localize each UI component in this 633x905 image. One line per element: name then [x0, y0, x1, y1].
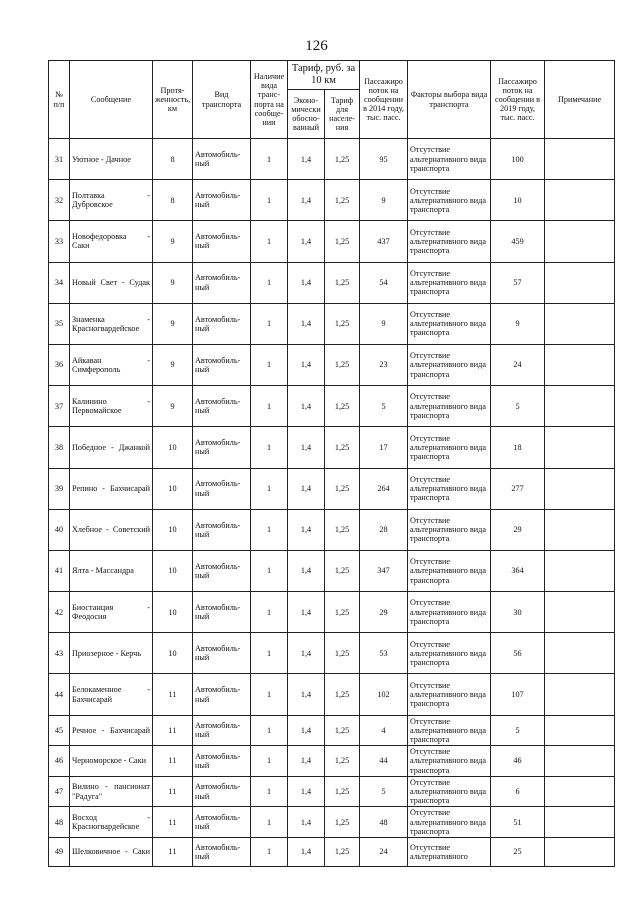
transport-type: Автомобиль-ный	[193, 139, 251, 180]
passengers-2014: 44	[360, 746, 408, 777]
route-length: 11	[153, 746, 193, 777]
passengers-2014: 9	[360, 303, 408, 344]
availability: 1	[251, 509, 288, 550]
passengers-2019: 25	[491, 837, 545, 866]
table-row	[49, 674, 615, 715]
route-length: 10	[153, 633, 193, 674]
tariff-economic: 1,4	[288, 386, 325, 427]
passengers-2014: 28	[360, 509, 408, 550]
tariff-economic: 1,4	[288, 674, 325, 715]
note	[545, 807, 615, 838]
header-transport-type: Вид транспорта	[193, 61, 251, 139]
tariff-economic: 1,4	[288, 262, 325, 303]
route-name: Репино - Бахчисарай	[70, 468, 153, 509]
header-note: Примечание	[545, 61, 615, 139]
route-name: Шелковичное - Саки	[70, 837, 153, 866]
route-name: Приозерное - Керчь	[70, 633, 153, 674]
header-tariff-economic: Эконо-мически обосно-ванный	[288, 90, 325, 139]
passengers-2019: 107	[491, 674, 545, 715]
availability: 1	[251, 776, 288, 807]
header-pax-2014: Пассажиро поток на сообщении в 2014 году, тыс. пасс.	[360, 61, 408, 139]
passengers-2014: 17	[360, 427, 408, 468]
row-number: 44	[49, 674, 70, 715]
tariff-population: 1,25	[325, 468, 360, 509]
route-length: 8	[153, 180, 193, 221]
selection-factor: Отсутствие альтернативного вида транспорта	[408, 674, 491, 715]
row-number: 32	[49, 180, 70, 221]
transport-type: Автомобиль-ный	[193, 509, 251, 550]
passengers-2014: 9	[360, 180, 408, 221]
tariff-population: 1,25	[325, 592, 360, 633]
selection-factor: Отсутствие альтернативного вида транспорта	[408, 776, 491, 807]
table-row	[49, 837, 615, 866]
route-length: 9	[153, 303, 193, 344]
passengers-2014: 24	[360, 837, 408, 866]
tariff-economic: 1,4	[288, 746, 325, 777]
route-name: Победное - Джанкой	[70, 427, 153, 468]
table-row	[49, 180, 615, 221]
row-number: 43	[49, 633, 70, 674]
passengers-2019: 46	[491, 746, 545, 777]
route-length: 9	[153, 386, 193, 427]
selection-factor: Отсутствие альтернативного вида транспорта	[408, 550, 491, 591]
passengers-2014: 102	[360, 674, 408, 715]
note	[545, 221, 615, 262]
route-length: 8	[153, 139, 193, 180]
tariff-economic: 1,4	[288, 180, 325, 221]
route-length: 11	[153, 674, 193, 715]
passengers-2019: 57	[491, 262, 545, 303]
route-name: Ялта - Массандра	[70, 550, 153, 591]
tariff-population: 1,25	[325, 427, 360, 468]
tariff-economic: 1,4	[288, 776, 325, 807]
passengers-2014: 437	[360, 221, 408, 262]
availability: 1	[251, 468, 288, 509]
passengers-2019: 56	[491, 633, 545, 674]
tariff-population: 1,25	[325, 837, 360, 866]
header-factors: Факторы выбора вида транспорта	[408, 61, 491, 139]
passengers-2014: 29	[360, 592, 408, 633]
table-row	[49, 633, 615, 674]
row-number: 42	[49, 592, 70, 633]
selection-factor: Отсутствие альтернативного вида транспорта	[408, 303, 491, 344]
passengers-2019: 364	[491, 550, 545, 591]
note	[545, 386, 615, 427]
selection-factor: Отсутствие альтернативного вида транспорта	[408, 139, 491, 180]
tariff-population: 1,25	[325, 674, 360, 715]
table-row	[49, 386, 615, 427]
table-row	[49, 221, 615, 262]
header-tariff-population: Тариф для населе-ния	[325, 90, 360, 139]
tariff-economic: 1,4	[288, 344, 325, 385]
route-name: Черноморское - Саки	[70, 746, 153, 777]
transport-type: Автомобиль-ный	[193, 592, 251, 633]
table-row	[49, 303, 615, 344]
tariff-economic: 1,4	[288, 837, 325, 866]
table-body	[49, 139, 615, 867]
passengers-2019: 9	[491, 303, 545, 344]
transport-type: Автомобиль-ный	[193, 468, 251, 509]
note	[545, 715, 615, 746]
availability: 1	[251, 715, 288, 746]
passengers-2019: 6	[491, 776, 545, 807]
header-pax-2019: Пассажиро поток на сообщении в 2019 году, тыс. пасс.	[491, 61, 545, 139]
note	[545, 427, 615, 468]
selection-factor: Отсутствие альтернативного	[408, 837, 491, 866]
tariff-population: 1,25	[325, 550, 360, 591]
transport-type: Автомобиль-ный	[193, 221, 251, 262]
passengers-2014: 53	[360, 633, 408, 674]
availability: 1	[251, 592, 288, 633]
availability: 1	[251, 303, 288, 344]
passengers-2014: 5	[360, 776, 408, 807]
route-length: 10	[153, 427, 193, 468]
route-name: Вилино - пансионат "Радуга"	[70, 776, 153, 807]
route-name: Восход - Красногвардейское	[70, 807, 153, 838]
table-header	[49, 61, 615, 139]
route-name: Новофедоровка - Саки	[70, 221, 153, 262]
selection-factor: Отсутствие альтернативного вида транспорта	[408, 592, 491, 633]
note	[545, 509, 615, 550]
route-name: Хлебное - Советский	[70, 509, 153, 550]
availability: 1	[251, 139, 288, 180]
passengers-2019: 10	[491, 180, 545, 221]
tariff-population: 1,25	[325, 776, 360, 807]
tariff-economic: 1,4	[288, 807, 325, 838]
passengers-2014: 48	[360, 807, 408, 838]
route-length: 10	[153, 509, 193, 550]
transport-type: Автомобиль-ный	[193, 633, 251, 674]
availability: 1	[251, 221, 288, 262]
note	[545, 550, 615, 591]
table-row	[49, 746, 615, 777]
availability: 1	[251, 262, 288, 303]
passengers-2014: 4	[360, 715, 408, 746]
tariff-population: 1,25	[325, 715, 360, 746]
availability: 1	[251, 633, 288, 674]
passengers-2014: 23	[360, 344, 408, 385]
selection-factor: Отсутствие альтернативного вида транспорта	[408, 180, 491, 221]
availability: 1	[251, 386, 288, 427]
row-number: 38	[49, 427, 70, 468]
row-number: 39	[49, 468, 70, 509]
table-row	[49, 592, 615, 633]
header-length: Протя-женность, км	[153, 61, 193, 139]
passengers-2019: 277	[491, 468, 545, 509]
routes-table	[48, 60, 615, 867]
tariff-economic: 1,4	[288, 139, 325, 180]
route-name: Калинино - Первомайское	[70, 386, 153, 427]
note	[545, 633, 615, 674]
note	[545, 674, 615, 715]
note	[545, 344, 615, 385]
table-row	[49, 509, 615, 550]
table-row	[49, 262, 615, 303]
note	[545, 776, 615, 807]
transport-type: Автомобиль-ный	[193, 807, 251, 838]
row-number: 48	[49, 807, 70, 838]
row-number: 35	[49, 303, 70, 344]
transport-type: Автомобиль-ный	[193, 427, 251, 468]
header-tariff: Тариф, руб. за 10 км	[288, 61, 360, 90]
route-length: 9	[153, 262, 193, 303]
route-name: Речное - Бахчисарай	[70, 715, 153, 746]
passengers-2014: 347	[360, 550, 408, 591]
tariff-economic: 1,4	[288, 509, 325, 550]
row-number: 34	[49, 262, 70, 303]
tariff-economic: 1,4	[288, 427, 325, 468]
passengers-2019: 51	[491, 807, 545, 838]
table-row	[49, 427, 615, 468]
row-number: 31	[49, 139, 70, 180]
header-num: № п/п	[49, 61, 70, 139]
tariff-population: 1,25	[325, 262, 360, 303]
row-number: 49	[49, 837, 70, 866]
row-number: 46	[49, 746, 70, 777]
selection-factor: Отсутствие альтернативного вида транспорта	[408, 262, 491, 303]
passengers-2019: 5	[491, 386, 545, 427]
selection-factor: Отсутствие альтернативного вида транспорта	[408, 746, 491, 777]
selection-factor: Отсутствие альтернативного вида транспорта	[408, 468, 491, 509]
passengers-2014: 95	[360, 139, 408, 180]
row-number: 47	[49, 776, 70, 807]
tariff-population: 1,25	[325, 807, 360, 838]
tariff-population: 1,25	[325, 139, 360, 180]
route-name: Новый Свет - Судак	[70, 262, 153, 303]
note	[545, 303, 615, 344]
selection-factor: Отсутствие альтернативного вида транспорта	[408, 633, 491, 674]
row-number: 37	[49, 386, 70, 427]
selection-factor: Отсутствие альтернативного вида транспорта	[408, 715, 491, 746]
route-length: 10	[153, 592, 193, 633]
selection-factor: Отсутствие альтернативного вида транспорта	[408, 807, 491, 838]
tariff-economic: 1,4	[288, 550, 325, 591]
row-number: 45	[49, 715, 70, 746]
availability: 1	[251, 550, 288, 591]
tariff-population: 1,25	[325, 633, 360, 674]
table-row	[49, 776, 615, 807]
route-length: 10	[153, 468, 193, 509]
tariff-population: 1,25	[325, 303, 360, 344]
transport-type: Автомобиль-ный	[193, 262, 251, 303]
note	[545, 837, 615, 866]
route-length: 11	[153, 837, 193, 866]
transport-type: Автомобиль-ный	[193, 303, 251, 344]
tariff-economic: 1,4	[288, 468, 325, 509]
table-row	[49, 550, 615, 591]
availability: 1	[251, 344, 288, 385]
passengers-2019: 18	[491, 427, 545, 468]
passengers-2014: 5	[360, 386, 408, 427]
tariff-population: 1,25	[325, 509, 360, 550]
route-length: 9	[153, 221, 193, 262]
passengers-2014: 264	[360, 468, 408, 509]
availability: 1	[251, 837, 288, 866]
note	[545, 592, 615, 633]
selection-factor: Отсутствие альтернативного вида транспорта	[408, 221, 491, 262]
header-route: Сообщение	[70, 61, 153, 139]
transport-type: Автомобиль-ный	[193, 715, 251, 746]
transport-type: Автомобиль-ный	[193, 776, 251, 807]
route-length: 11	[153, 715, 193, 746]
transport-type: Автомобиль-ный	[193, 550, 251, 591]
tariff-economic: 1,4	[288, 633, 325, 674]
availability: 1	[251, 427, 288, 468]
row-number: 33	[49, 221, 70, 262]
note	[545, 262, 615, 303]
transport-type: Автомобиль-ный	[193, 837, 251, 866]
passengers-2019: 100	[491, 139, 545, 180]
tariff-economic: 1,4	[288, 592, 325, 633]
availability: 1	[251, 180, 288, 221]
table-row	[49, 468, 615, 509]
route-name: Знаменка - Красногвардейское	[70, 303, 153, 344]
header-availability: Наличие вида транс-порта на сообще-нии	[251, 61, 288, 139]
tariff-economic: 1,4	[288, 221, 325, 262]
passengers-2019: 5	[491, 715, 545, 746]
transport-type: Автомобиль-ный	[193, 746, 251, 777]
availability: 1	[251, 674, 288, 715]
passengers-2014: 54	[360, 262, 408, 303]
route-name: Уютное - Дачное	[70, 139, 153, 180]
tariff-population: 1,25	[325, 221, 360, 262]
route-length: 10	[153, 550, 193, 591]
availability: 1	[251, 746, 288, 777]
route-name: Белокаменное - Бахчисарай	[70, 674, 153, 715]
passengers-2019: 29	[491, 509, 545, 550]
passengers-2019: 24	[491, 344, 545, 385]
passengers-2019: 30	[491, 592, 545, 633]
row-number: 40	[49, 509, 70, 550]
selection-factor: Отсутствие альтернативного вида транспорта	[408, 344, 491, 385]
route-name: Айкаван - Симферополь	[70, 344, 153, 385]
tariff-economic: 1,4	[288, 303, 325, 344]
tariff-population: 1,25	[325, 344, 360, 385]
tariff-population: 1,25	[325, 386, 360, 427]
selection-factor: Отсутствие альтернативного вида транспорта	[408, 386, 491, 427]
row-number: 41	[49, 550, 70, 591]
note	[545, 468, 615, 509]
passengers-2019: 459	[491, 221, 545, 262]
tariff-economic: 1,4	[288, 715, 325, 746]
selection-factor: Отсутствие альтернативного вида транспорта	[408, 509, 491, 550]
table-row	[49, 715, 615, 746]
route-length: 11	[153, 807, 193, 838]
tariff-population: 1,25	[325, 180, 360, 221]
route-name: Биостанция - Феодосия	[70, 592, 153, 633]
transport-type: Автомобиль-ный	[193, 180, 251, 221]
transport-type: Автомобиль-ный	[193, 386, 251, 427]
table-row	[49, 807, 615, 838]
transport-type: Автомобиль-ный	[193, 674, 251, 715]
tariff-population: 1,25	[325, 746, 360, 777]
note	[545, 746, 615, 777]
row-number: 36	[49, 344, 70, 385]
table-row	[49, 139, 615, 180]
route-name: Полтавка - Дубровское	[70, 180, 153, 221]
selection-factor: Отсутствие альтернативного вида транспорта	[408, 427, 491, 468]
note	[545, 180, 615, 221]
route-length: 11	[153, 776, 193, 807]
route-length: 9	[153, 344, 193, 385]
transport-type: Автомобиль-ный	[193, 344, 251, 385]
availability: 1	[251, 807, 288, 838]
note	[545, 139, 615, 180]
page-number: 126	[305, 38, 328, 54]
table-row	[49, 344, 615, 385]
